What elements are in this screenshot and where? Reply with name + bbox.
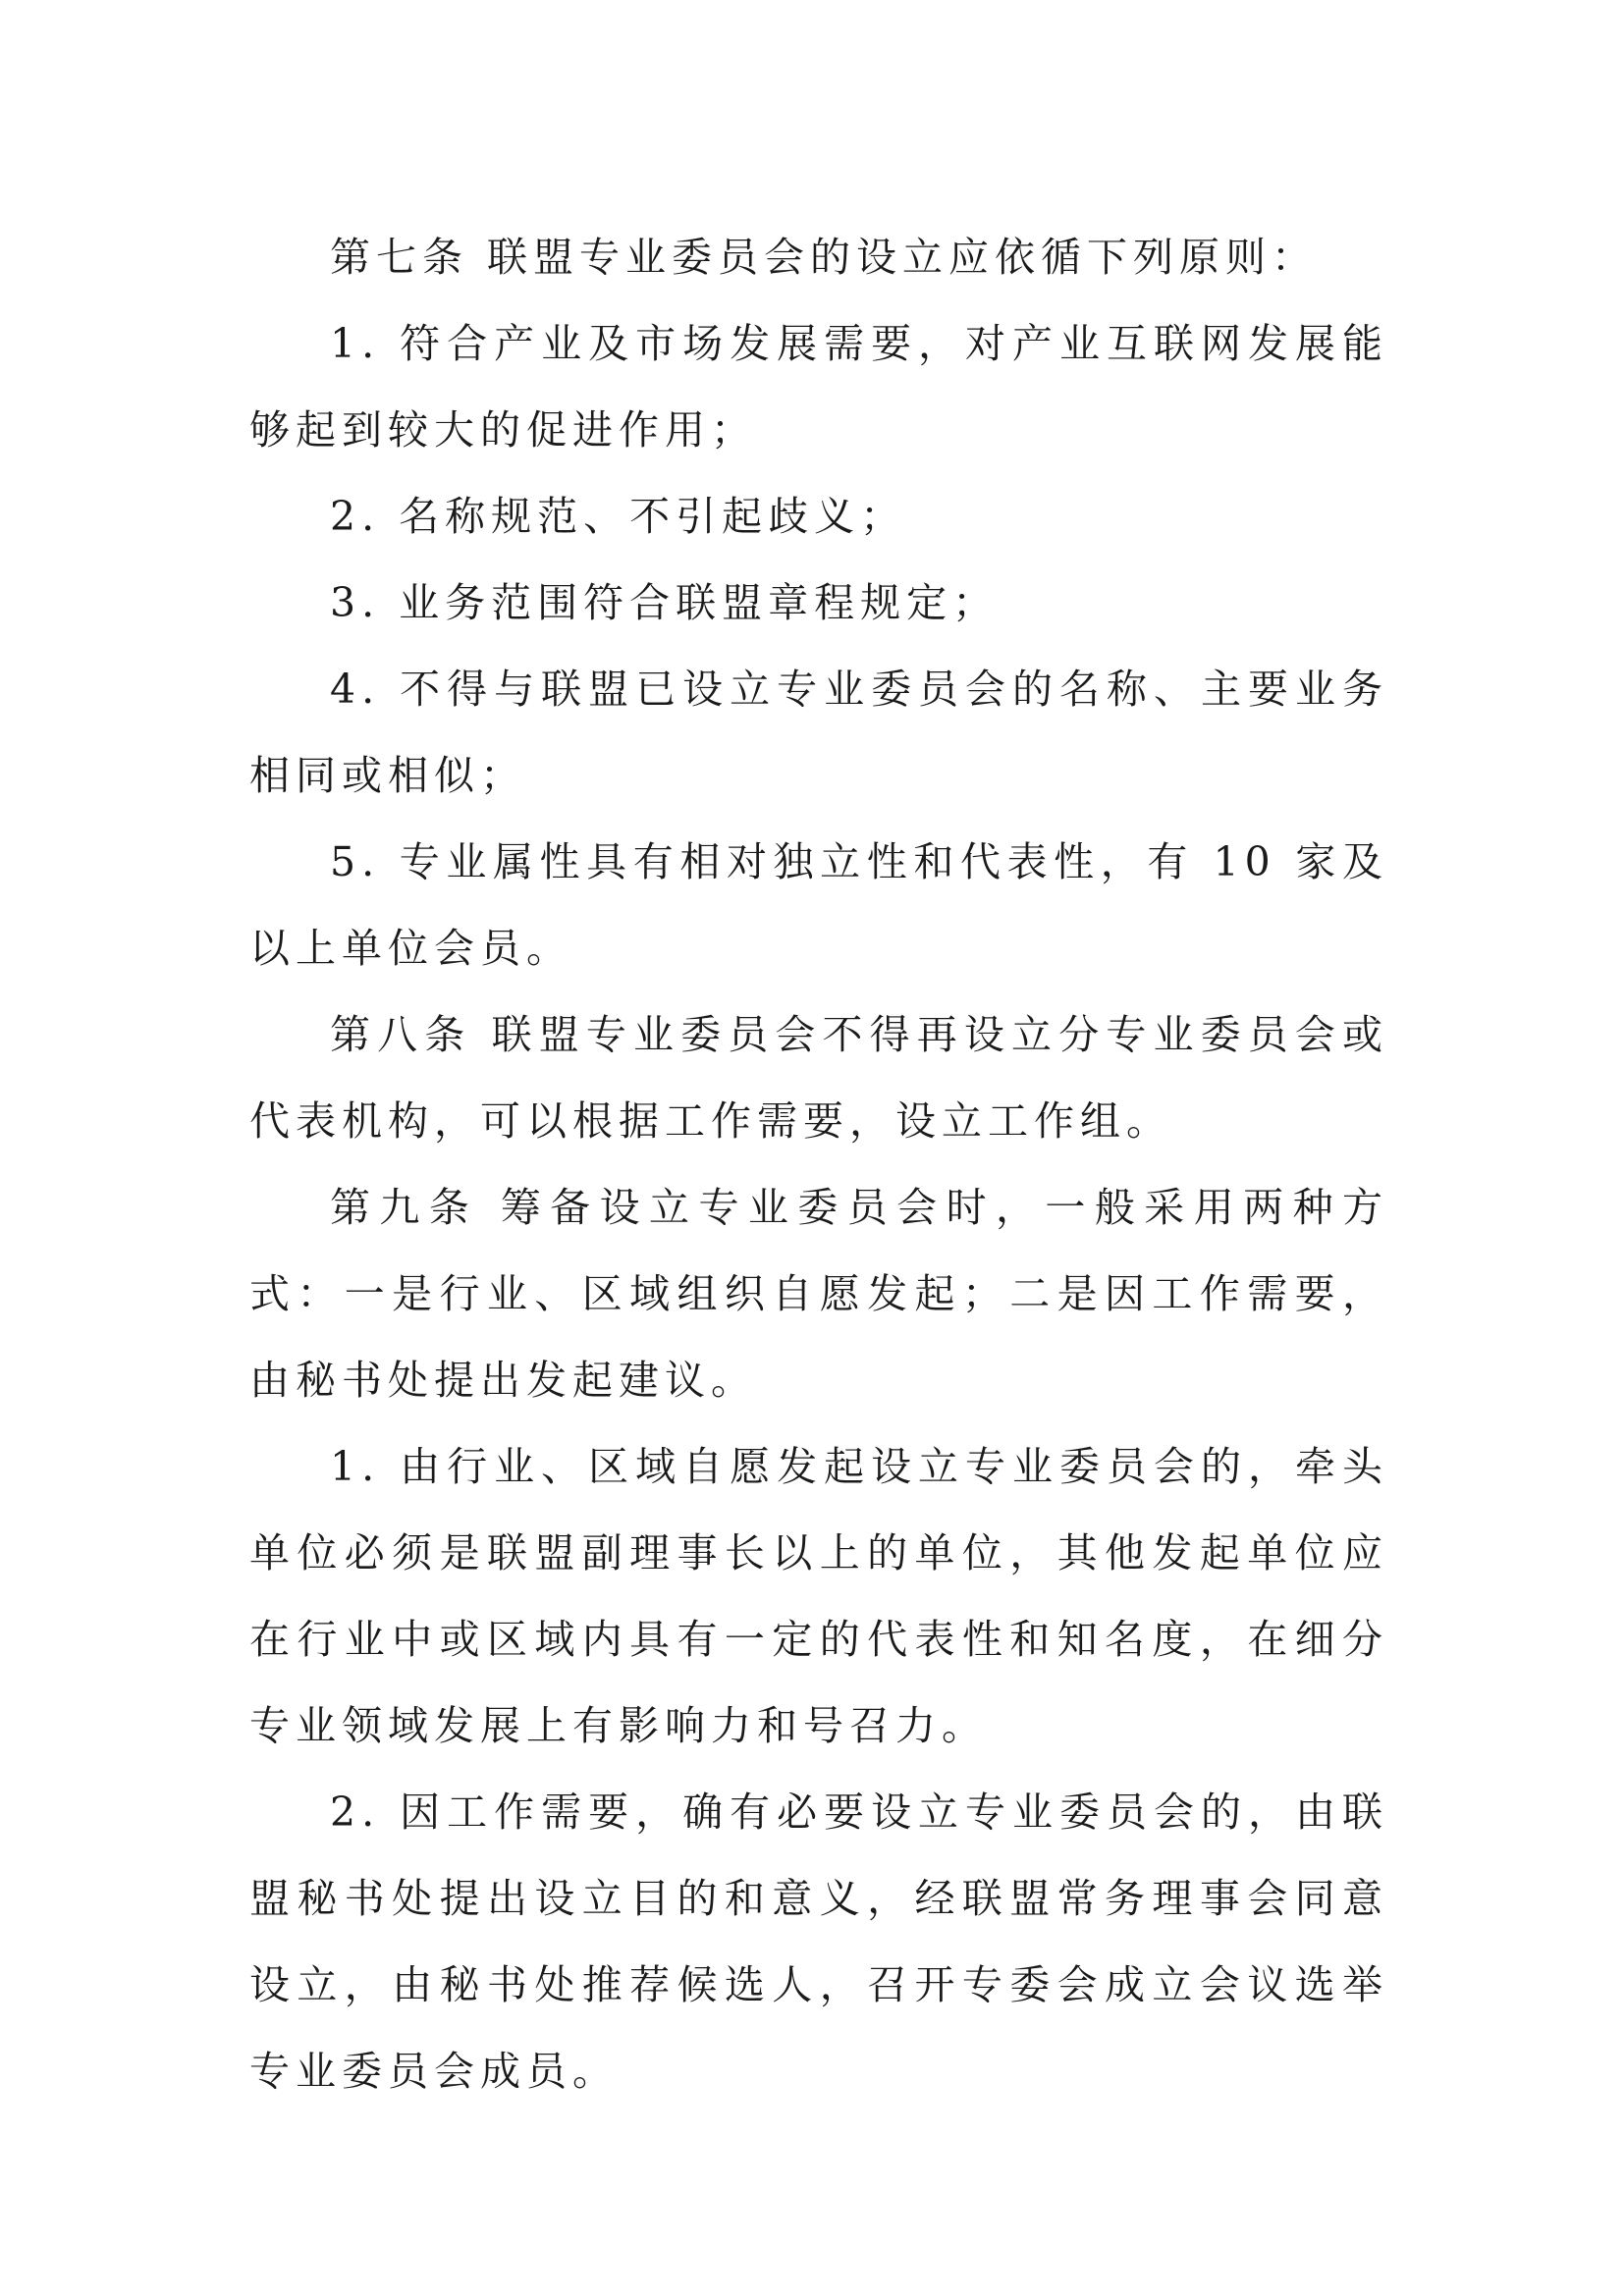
paragraph-text: 第八条 联盟专业委员会不得再设立分专业委员会或代表机构，可以根据工作需要，设立工作组。 bbox=[249, 1011, 1388, 1145]
paragraph-text: 第九条 筹备设立专业委员会时，一般采用两种方式：一是行业、区域组织自愿发起；二是因工作需要，由秘书处提出发起建议。 bbox=[249, 1184, 1388, 1404]
paragraph-item-4 bbox=[249, 646, 1388, 819]
paragraph-article-9 bbox=[249, 1164, 1388, 1423]
paragraph-text: 4. 不得与联盟已设立专业委员会的名称、主要业务相同或相似； bbox=[249, 666, 1388, 799]
paragraph-text: 3. 业务范围符合联盟章程规定； bbox=[330, 579, 1000, 626]
paragraph-article-7 bbox=[249, 214, 1388, 300]
paragraph-text: 1. 符合产业及市场发展需要，对产业互联网发展能够起到较大的促进作用； bbox=[249, 320, 1388, 454]
paragraph-text: 5. 专业属性具有相对独立性和代表性，有 10 家及以上单位会员。 bbox=[249, 838, 1388, 972]
document-body bbox=[249, 214, 1388, 2114]
paragraph-article-9-item-2 bbox=[249, 1769, 1388, 2114]
paragraph-article-9-item-1 bbox=[249, 1423, 1388, 1769]
paragraph-item-5 bbox=[249, 819, 1388, 991]
paragraph-text: 2. 名称规范、不引起歧义； bbox=[330, 493, 907, 540]
paragraph-article-8 bbox=[249, 991, 1388, 1164]
paragraph-item-1 bbox=[249, 300, 1388, 473]
paragraph-text: 2. 因工作需要，确有必要设立专业委员会的，由联盟秘书处提出设立目的和意义，经联盟常务理事会同意设立，由秘书处推荐候选人，召开专委会成立会议选举专业委员会成员。 bbox=[249, 1789, 1388, 2095]
paragraph-item-2 bbox=[249, 473, 1388, 560]
paragraph-item-3 bbox=[249, 560, 1388, 646]
paragraph-text: 第七条 联盟专业委员会的设立应依循下列原则： bbox=[330, 234, 1319, 281]
paragraph-text: 1. 由行业、区域自愿发起设立专业委员会的，牵头单位必须是联盟副理事长以上的单位，其他发起单位应在行业中或区域内具有一定的代表性和知名度，在细分专业领域发展上有影响力和号召力。 bbox=[249, 1443, 1388, 1749]
